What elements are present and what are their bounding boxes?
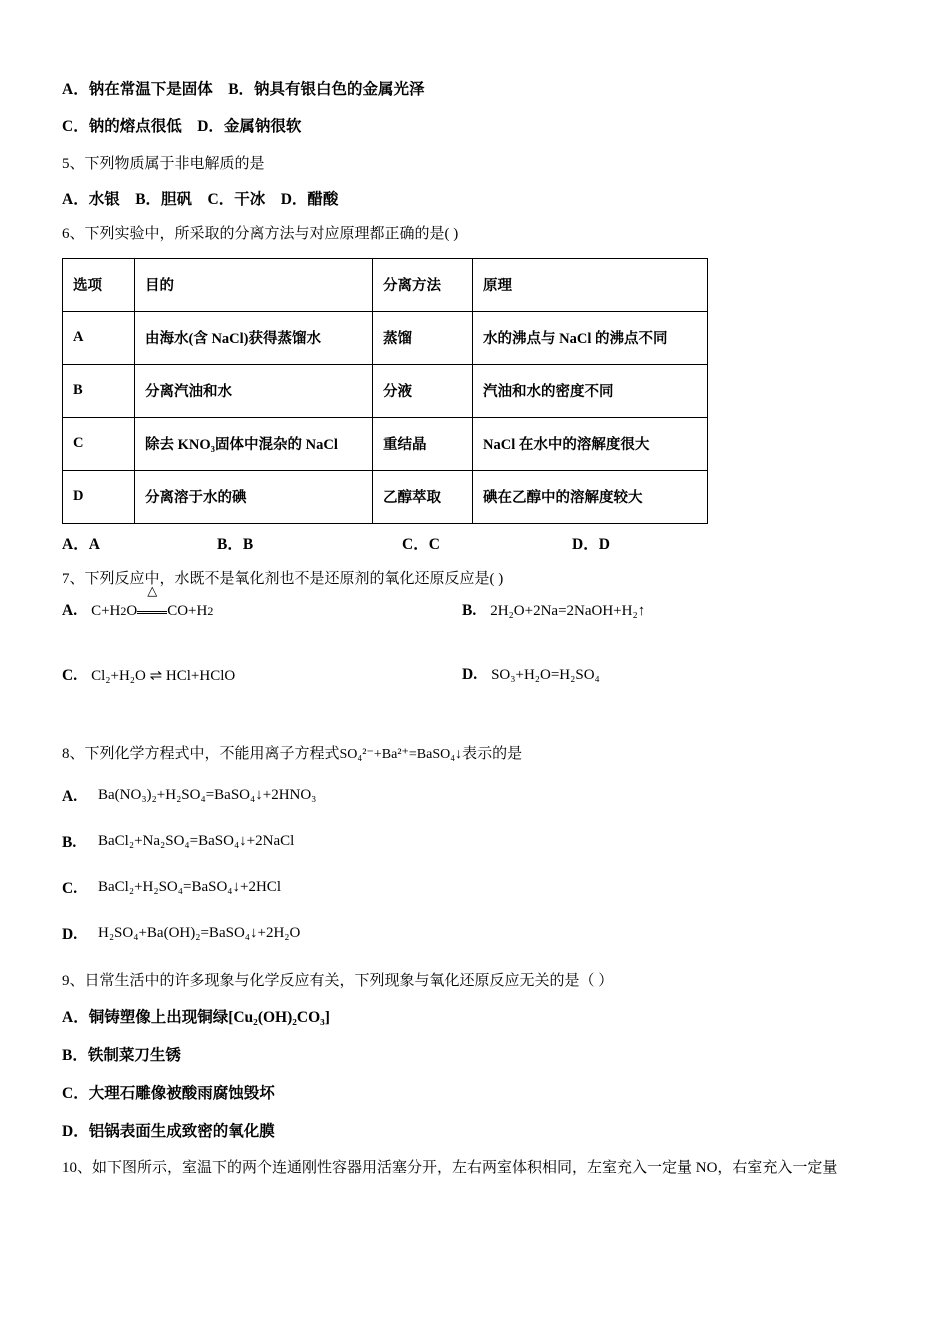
question-8-stem-post: 表示的是 bbox=[462, 746, 523, 762]
question-5-stem: 5、下列物质属于非电解质的是 bbox=[62, 155, 265, 172]
table-row bbox=[63, 364, 708, 417]
triangle-icon: △ bbox=[147, 583, 158, 598]
double-line-bond-icon bbox=[137, 604, 167, 619]
answer-option-c: C．C bbox=[402, 535, 440, 553]
table-row bbox=[63, 311, 708, 364]
question-9-stem: 9、日常生活中的许多现象与化学反应有关，下列现象与氧化还原反应无关的是（ ） bbox=[62, 973, 614, 989]
table-row bbox=[63, 470, 708, 523]
separation-methods-table bbox=[62, 258, 708, 524]
question-8-stem bbox=[62, 742, 888, 766]
question-9-option-a: A．铜铸塑像上出现铜绿[Cu₂(OH)₂CO₃] bbox=[62, 1008, 330, 1026]
table-cell: 蒸馏 bbox=[373, 311, 473, 364]
answer-option-a: A．A bbox=[62, 535, 100, 553]
option-label-a: A. bbox=[62, 788, 78, 805]
option-label-c: C. bbox=[62, 667, 78, 684]
table-cell: 汽油和水的密度不同 bbox=[473, 364, 708, 417]
option-label-c: C. bbox=[62, 880, 78, 897]
equation-d: H₂SO₄+Ba(OH)₂=BaSO₄↓+2H₂O bbox=[98, 925, 301, 941]
question-7-option-b bbox=[462, 602, 882, 620]
table-cell: 乙醇萃取 bbox=[373, 470, 473, 523]
equation-a: Ba(NO₃)₂+H₂SO₄=BaSO₄↓+2HNO₃ bbox=[98, 787, 317, 803]
table-header-cell: 选项 bbox=[63, 258, 135, 311]
option-label-d: D. bbox=[62, 926, 78, 943]
question-9-option-c: C．大理石雕像被酸雨腐蚀毁坏 bbox=[62, 1084, 275, 1102]
table-row bbox=[63, 417, 708, 470]
table-cell: D bbox=[63, 470, 135, 523]
equation-a-sub1: 2 bbox=[120, 604, 127, 618]
question-8-option-c bbox=[62, 878, 888, 896]
table-cell: 碘在乙醇中的溶解度较大 bbox=[473, 470, 708, 523]
question-5-options: A．水银 B．胆矾 C．干冰 D．醋酸 bbox=[62, 191, 339, 208]
equation-a-bond bbox=[137, 583, 167, 620]
option-label-b: B. bbox=[462, 602, 477, 619]
question-9-option-b: B．铁制菜刀生锈 bbox=[62, 1046, 181, 1064]
table-cell: 水的沸点与 NaCl 的沸点不同 bbox=[473, 311, 708, 364]
equation-a-mid: O bbox=[126, 603, 138, 619]
table-cell: 分离溶于水的碘 bbox=[135, 470, 373, 523]
equation-b: 2H₂O+2Na=2NaOH+H₂↑ bbox=[490, 603, 646, 619]
option-label-d: D. bbox=[462, 666, 478, 683]
question-7-options-row-2 bbox=[62, 666, 888, 716]
equation-a-left: C+H bbox=[91, 603, 121, 619]
table-header-cell: 原理 bbox=[473, 258, 708, 311]
equation-a bbox=[91, 583, 214, 620]
question-8-stem-equation: SO₄²⁻+Ba²⁺=BaSO₄↓ bbox=[339, 746, 463, 762]
equation-c: Cl₂+H₂O ⇌ HCl+HClO bbox=[91, 668, 236, 684]
table-cell: 除去 KNO₃固体中混杂的 NaCl bbox=[135, 417, 373, 470]
question-8-option-b bbox=[62, 832, 888, 850]
top-option-line-1: A．钠在常温下是固体 B．钠具有银白色的金属光泽 bbox=[62, 81, 425, 98]
table-cell: C bbox=[63, 417, 135, 470]
table-cell: 分离汽油和水 bbox=[135, 364, 373, 417]
question-6-stem: 6、下列实验中，所采取的分离方法与对应原理都正确的是( ) bbox=[62, 226, 459, 242]
table-header-cell: 目的 bbox=[135, 258, 373, 311]
question-6-answers bbox=[62, 532, 888, 553]
question-8-stem-pre: 8、下列化学方程式中，不能用离子方程式 bbox=[62, 746, 340, 762]
table-cell: A bbox=[63, 311, 135, 364]
question-10-stem: 10、如下图所示，室温下的两个连通刚性容器用活塞分开，左右两室体积相同，左室充入一定量 NO，右室充入一定量 bbox=[62, 1159, 838, 1176]
question-7-options-row-1 bbox=[62, 583, 888, 656]
question-8-option-a bbox=[62, 786, 888, 804]
question-7-stem: 7、下列反应中，水既不是氧化剂也不是还原剂的氧化还原反应是( ) bbox=[62, 570, 504, 587]
equation-a-right: CO+H bbox=[167, 603, 208, 619]
question-7-option-d bbox=[462, 666, 882, 684]
question-7-option-c bbox=[62, 666, 482, 685]
table-cell: 分液 bbox=[373, 364, 473, 417]
table-header-cell: 分离方法 bbox=[373, 258, 473, 311]
table-cell: 由海水(含 NaCl)获得蒸馏水 bbox=[135, 311, 373, 364]
question-9-option-d: D．铝锅表面生成致密的氧化膜 bbox=[62, 1122, 275, 1140]
table-cell: NaCl 在水中的溶解度很大 bbox=[473, 417, 708, 470]
top-option-line-2: C．钠的熔点很低 D．金属钠很软 bbox=[62, 118, 302, 136]
equation-b: BaCl₂+Na₂SO₄=BaSO₄↓+2NaCl bbox=[98, 833, 295, 849]
equation-c: BaCl₂+H₂SO₄=BaSO₄↓+2HCl bbox=[98, 879, 281, 895]
question-7-option-a bbox=[62, 583, 482, 620]
table-cell: 重结晶 bbox=[373, 417, 473, 470]
table-header-row bbox=[63, 258, 708, 311]
question-8-options bbox=[62, 786, 888, 942]
option-label-b: B. bbox=[62, 834, 77, 851]
table-cell: B bbox=[63, 364, 135, 417]
option-label-a: A. bbox=[62, 602, 78, 619]
answer-option-b: B．B bbox=[217, 535, 254, 553]
equation-d: SO₃+H₂O=H₂SO₄ bbox=[491, 667, 600, 683]
answer-option-d: D．D bbox=[572, 535, 610, 553]
equation-a-sub2: 2 bbox=[207, 604, 214, 618]
question-8-option-d bbox=[62, 924, 888, 942]
